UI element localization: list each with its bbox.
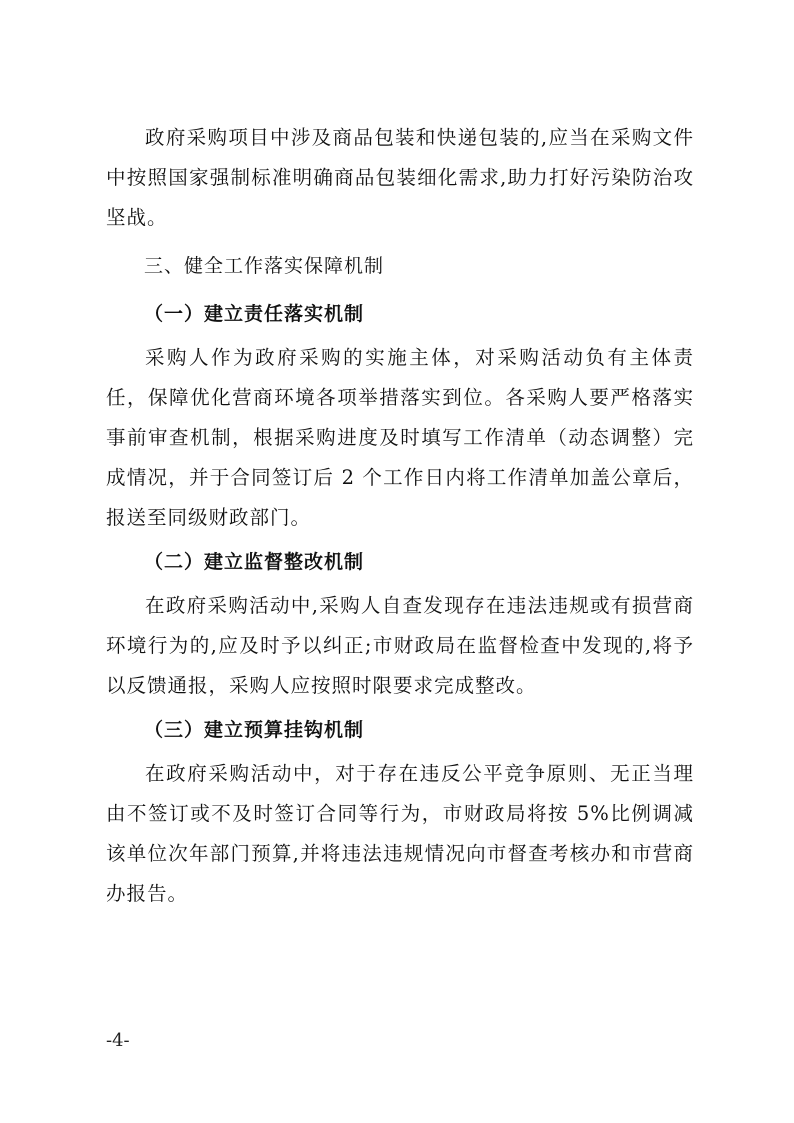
section-heading-3: 三、健全工作落实保障机制: [144, 255, 385, 277]
subsection-heading-1: （一）建立责任落实机制: [144, 303, 365, 325]
page-number: -4-: [106, 1030, 130, 1051]
subsection-heading-2: （二）建立监督整改机制: [144, 551, 365, 573]
document-body: [106, 118, 694, 914]
paragraph-supervision: 在政府采购活动中,采购人自查发现存在违法违规或有损营商环境行为的,应及时予以纠正;市财政局在监督检查中发现的,将予以反馈通报，采购人应按照时限要求完成整改。: [106, 594, 694, 697]
paragraph-budget: 在政府采购活动中，对于存在违反公平竞争原则、无正当理由不签订或不及时签订合同等行为，市财政局将按 5%比例调减该单位次年部门预算,并将违法违规情况向市督查考核办和市营商办报告。: [106, 762, 694, 905]
paragraph-packaging: 政府采购项目中涉及商品包装和快递包装的,应当在采购文件中按照国家强制标准明确商品包装细化需求,助力打好污染防治攻坚战。: [106, 126, 694, 229]
subsection-heading-3: （三）建立预算挂钩机制: [144, 719, 365, 741]
paragraph-responsibility: 采购人作为政府采购的实施主体，对采购活动负有主体责任，保障优化营商环境各项举措落实到位。各采购人要严格落实事前审查机制，根据采购进度及时填写工作清单（动态调整）完成情况，并于合同签订后 2 个工作日内将工作清单加盖公章后，报送至同级财政部门。: [106, 346, 694, 529]
